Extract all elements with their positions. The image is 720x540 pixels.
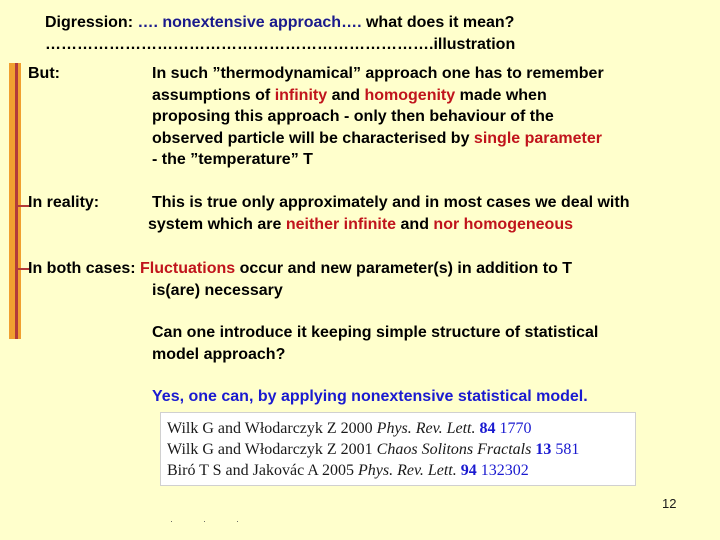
text-line: proposing this approach - only then behaviour of the: [152, 108, 554, 125]
left-tick: [15, 268, 29, 270]
left-tick: [15, 205, 29, 207]
but-label: But:: [28, 65, 60, 82]
title-text: Digression:: [45, 14, 138, 31]
reference-item: Biró T S and Jakovác A 2005 Phys. Rev. Lett. 94 132302: [167, 462, 529, 479]
text-line: In such ”thermodynamical” approach one has to remember: [152, 65, 604, 82]
but-paragraph: [152, 63, 604, 171]
title-text: what does it mean?: [361, 14, 515, 31]
references-box: [160, 412, 636, 486]
title-accent: …. nonextensive approach….: [137, 14, 362, 31]
left-accent-line: [15, 63, 18, 339]
title-subline: ……………………………………………………………….illustration: [45, 36, 516, 53]
reference-item: Wilk G and Włodarczyk Z 2000 Phys. Rev. Lett. 84 1770: [167, 420, 532, 437]
text-line: observed particle will be characterised by single parameter: [152, 129, 602, 147]
footer-marks: ···: [170, 516, 269, 526]
question-paragraph: [152, 322, 598, 365]
page-number: 12: [662, 496, 677, 511]
both-cases-paragraph: [28, 258, 572, 301]
text-line: model approach?: [152, 345, 286, 363]
reality-paragraph: [148, 192, 629, 235]
text-line: In both cases: Fluctuations occur and new parameter(s) in addition to T: [28, 260, 573, 277]
both-label: In both cases:: [28, 260, 136, 277]
text-line: is(are) necessary: [152, 281, 283, 299]
reality-label: In reality:: [28, 194, 100, 211]
text-line: assumptions of infinity and homogenity made when: [152, 86, 547, 104]
slide-title: [45, 12, 515, 56]
text-line: system which are neither infinite and nor homogeneous: [148, 215, 573, 233]
reference-item: Wilk G and Włodarczyk Z 2001 Chaos Solitons Fractals 13 581: [167, 441, 580, 458]
text-line: Can one introduce it keeping simple structure of statistical: [152, 324, 599, 341]
answer-text: Yes, one can, by applying nonextensive statistical model.: [152, 388, 588, 405]
text-line: This is true only approximately and in most cases we deal with: [152, 194, 630, 211]
text-line: - the ”temperature” T: [152, 151, 313, 168]
